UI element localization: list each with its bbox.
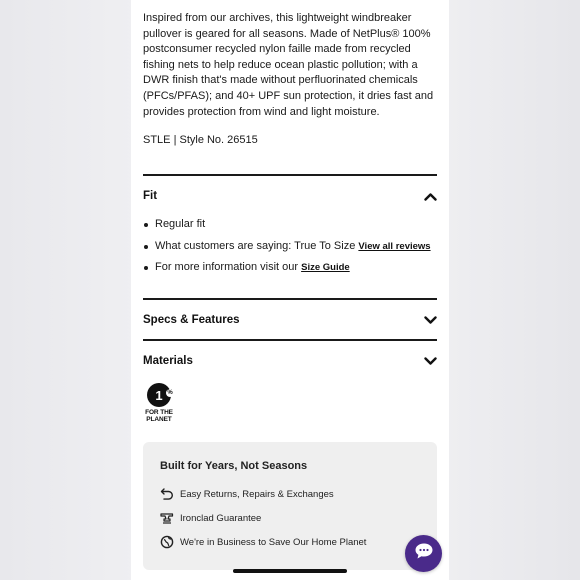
materials-section-header[interactable] bbox=[143, 351, 437, 371]
chat-button[interactable] bbox=[405, 535, 442, 572]
return-arrow-icon bbox=[160, 487, 174, 501]
specs-section-title: Specs & Features bbox=[143, 314, 240, 326]
chat-bubble-icon bbox=[414, 542, 434, 565]
badge-circle: 1 % bbox=[147, 383, 171, 407]
returns-row: Easy Returns, Repairs & Exchanges bbox=[160, 486, 334, 502]
style-number: STLE | Style No. 26515 bbox=[143, 134, 258, 146]
divider bbox=[143, 339, 437, 341]
materials-section-title: Materials bbox=[143, 355, 193, 367]
fit-section-header[interactable] bbox=[143, 186, 437, 206]
list-item: Regular fit bbox=[143, 214, 443, 236]
chevron-down-icon[interactable] bbox=[423, 313, 437, 327]
guarantee-row: Ironclad Guarantee bbox=[160, 510, 261, 526]
divider bbox=[143, 298, 437, 300]
badge-text: FOR THE PLANET bbox=[145, 409, 173, 423]
chevron-up-icon[interactable] bbox=[423, 189, 437, 203]
view-all-reviews-link[interactable]: View all reviews bbox=[358, 240, 431, 252]
chevron-down-icon[interactable] bbox=[423, 354, 437, 368]
list-item: For more information visit our Size Guide bbox=[143, 257, 443, 279]
anvil-icon bbox=[160, 511, 174, 525]
specs-section-header[interactable] bbox=[143, 310, 437, 330]
fit-list bbox=[143, 214, 443, 279]
product-details-screen bbox=[131, 0, 449, 580]
guarantee-card bbox=[143, 442, 437, 570]
home-indicator[interactable] bbox=[233, 569, 347, 573]
mission-row: We're in Business to Save Our Home Planet bbox=[160, 534, 366, 550]
product-description: Inspired from our archives, this lightweight windbreaker pullover is geared for all seasons. Made of NetPlus® 100% postconsumer recycled nylon faille made from recycled fishing nets to help reduce ocean plastic pollution; with a DWR finish that's made without perfluorinated chemicals (PFCs/PFAS); and 40+ UPF sun protection, it dries fast and provides protection from wind and light moisture. bbox=[143, 12, 434, 118]
divider bbox=[143, 174, 437, 176]
globe-icon bbox=[160, 535, 174, 549]
card-title: Built for Years, Not Seasons bbox=[160, 460, 308, 472]
fit-section-title: Fit bbox=[143, 190, 158, 202]
size-guide-link[interactable]: Size Guide bbox=[301, 262, 350, 273]
one-percent-for-the-planet-logo bbox=[142, 383, 176, 423]
list-item: What customers are saying: True To Size View all reviews bbox=[143, 236, 443, 258]
